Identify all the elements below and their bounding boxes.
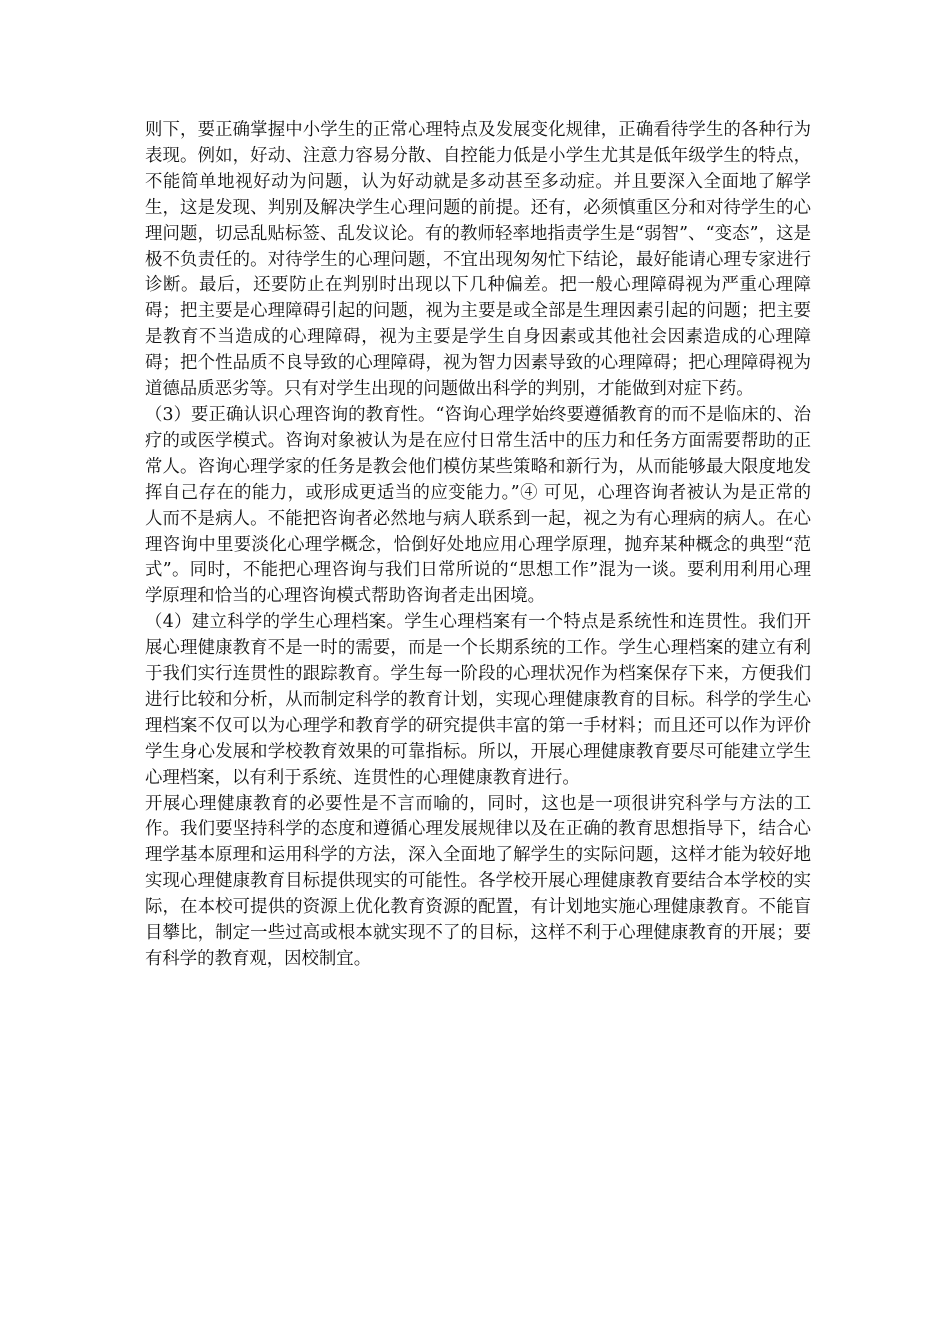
paragraph-student-judgement: 则下，要正确掌握中小学生的正常心理特点及发展变化规律，正确看待学生的各种行为表现。例如，好动、注意力容易分散、自控能力低是小学生尤其是低年级学生的特点，不能简单地视好动为问题，认为好动就是多动甚至多动症。并且要深入全面地了解学生，这是发现、判别及解决学生心理问题的前提。还有，必须慎重区分和对待学生的心理问题，切忌乱贴标签、乱发议论。有的教师轻率地指责学生是“弱智”、“变态”，这是极不负责任的。对待学生的心理问题，不宜出现匆匆忙下结论，最好能请心理专家进行诊断。最后，还要防止在判别时出现以下几种偏差。把一般心理障碍视为严重心理障碍；把主要是心理障碍引起的问题，视为主要是或全部是生理因素引起的问题；把主要是教育不当造成的心理障碍，视为主要是学生自身因素或其他社会因素造成的心理障碍；把个性品质不良导致的心理障碍，视为智力因素导致的心理障碍；把心理障碍视为道德品质恶劣等。只有对学生出现的问题做出科学的判别，才能做到对症下药。 bbox=[145, 120, 811, 400]
paragraph-counseling-education: （3）要正确认识心理咨询的教育性。“咨询心理学始终要遵循教育的而不是临床的、治疗的或医学模式。咨询对象被认为是在应付日常生活中的压力和任务方面需要帮助的正常人。咨询心理学家的任务是教会他们模仿某些策略和新行为，从而能够最大限度地发挥自己存在的能力，或形成更适当的应变能力。”④ 可见，心理咨询者被认为是正常的人而不是病人。不能把咨询者必然地与病人联系到一起，视之为有心理病的病人。在心理咨询中里要淡化心理学概念，恰倒好处地应用心理学原理，抛弃某种概念的典型“范式”。同时，不能把心理咨询与我们日常所说的“思想工作”混为一谈。要利用利用心理学原理和恰当的心理咨询模式帮助咨询者走出困境。 bbox=[145, 404, 811, 607]
paragraph-conclusion: 开展心理健康教育的必要性是不言而喻的，同时，这也是一项很讲究科学与方法的工作。我们要坚持科学的态度和遵循心理发展规律以及在正确的教育思想指导下，结合心理学基本原理和运用科学的方法，深入全面地了解学生的实际问题，这样才能为较好地实现心理健康教育目标提供现实的可能性。各学校开展心理健康教育要结合本学校的实际，在本校可提供的资源上优化教育资源的配置，有计划地实施心理健康教育。不能盲目攀比，制定一些过高或根本就实现不了的目标，这样不利于心理健康教育的开展；要有科学的教育观，因校制宜。 bbox=[145, 793, 811, 969]
paragraph-psych-records: （4）建立科学的学生心理档案。学生心理档案有一个特点是系统性和连贯性。我们开展心理健康教育不是一时的需要，而是一个长期系统的工作。学生心理档案的建立有利于我们实行连贯性的跟踪教育。学生每一阶段的心理状况作为档案保存下来，方便我们进行比较和分析，从而制定科学的教育计划，实现心理健康教育的目标。科学的学生心理档案不仅可以为心理学和教育学的研究提供丰富的第一手材料；而且还可以作为评价学生身心发展和学校教育效果的可靠指标。所以，开展心理健康教育要尽可能建立学生心理档案，以有利于系统、连贯性的心理健康教育进行。 bbox=[145, 612, 811, 788]
document-body bbox=[145, 118, 811, 973]
